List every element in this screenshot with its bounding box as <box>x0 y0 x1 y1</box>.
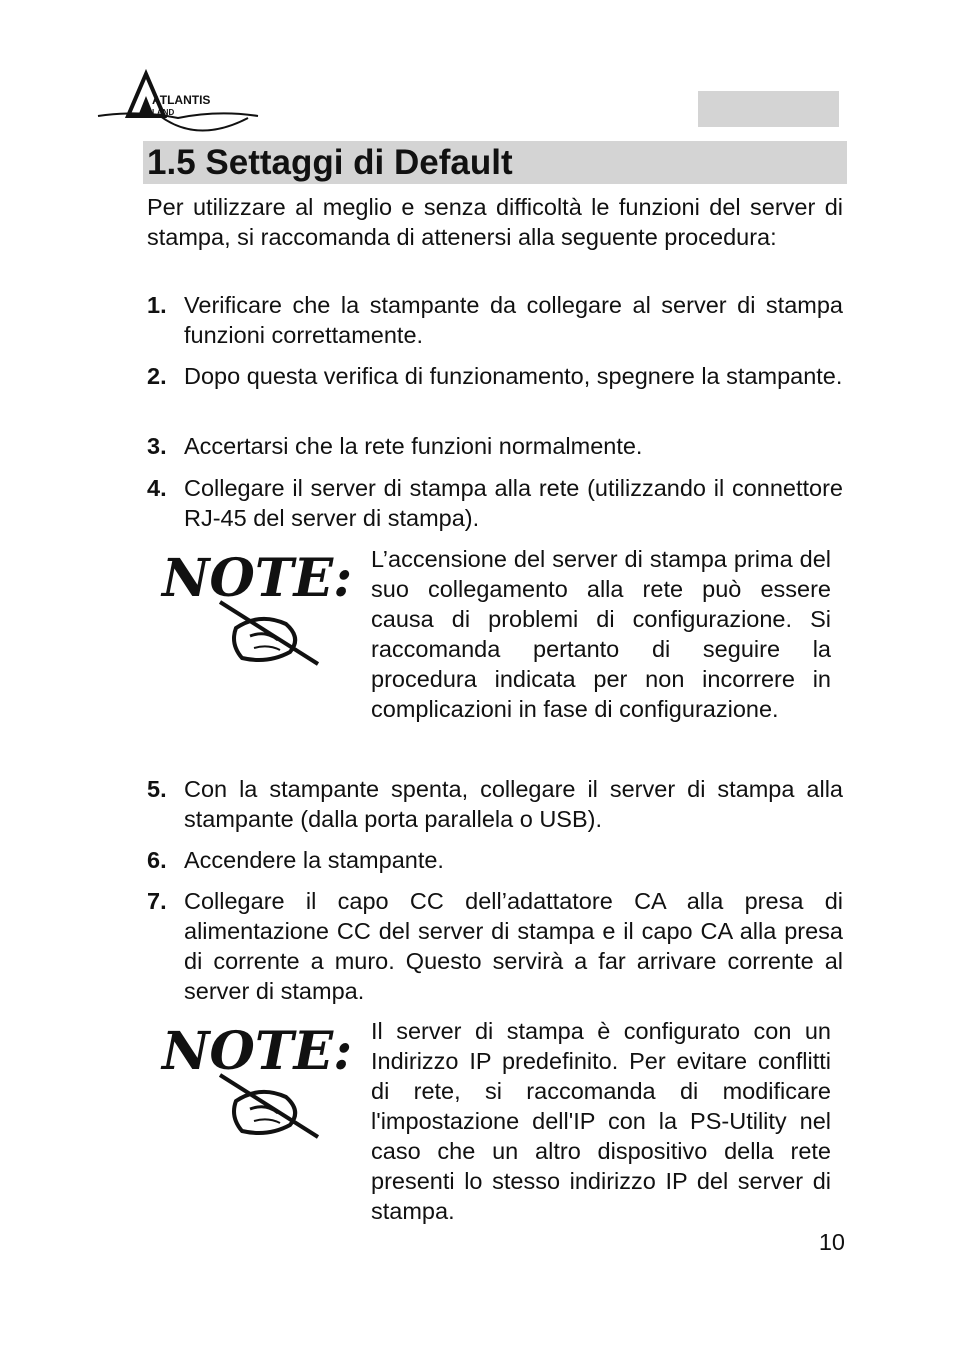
step-text: Verificare che la stampante da collegare al server di stampa funzioni correttamente. <box>184 292 843 348</box>
list-item <box>147 886 843 1006</box>
atlantis-land-logo <box>98 66 258 146</box>
step-text: Collegare il server di stampa alla rete (utilizzando il connettore RJ-45 del server di stampa). <box>184 475 843 531</box>
list-item <box>147 473 843 533</box>
section-title-bar <box>143 141 847 184</box>
step-text: Con la stampante spenta, collegare il server di stampa alla stampante (dalla porta parallela o USB). <box>184 776 843 832</box>
svg-text:NOTE:: NOTE: <box>162 1021 353 1082</box>
step-text: Accendere la stampante. <box>184 847 444 873</box>
step-number: 7. <box>147 888 167 914</box>
list-item <box>147 774 843 834</box>
note-text: Il server di stampa è configurato con un Indirizzo IP predefinito. Per evitare conflitti di rete, si raccomanda di modificare l'impostazione dell'IP con la PS-Utility nel caso che un altro dispositivo della rete presenti lo stesso indirizzo IP del server di stampa. <box>371 1018 831 1224</box>
step-number: 4. <box>147 475 167 501</box>
svg-text:NOTE:: NOTE: <box>162 548 353 609</box>
note-hand-icon <box>160 1013 353 1143</box>
note-hand-icon <box>160 540 353 670</box>
step-number: 6. <box>147 847 167 873</box>
note-text: L’accensione del server di stampa prima del suo collegamento alla rete può essere causa di problemi di configurazione. Si raccomanda pertanto di seguire la procedura indicata per non incorrere in complicazioni in fase di configurazione. <box>371 546 831 722</box>
svg-text:LAND: LAND <box>152 108 175 117</box>
intro-paragraph: Per utilizzare al meglio e senza difficoltà le funzioni del server di stampa, si raccomanda di attenersi alla seguente procedura: <box>147 194 843 250</box>
step-number: 3. <box>147 433 167 459</box>
svg-text:ATLANTIS: ATLANTIS <box>152 93 211 107</box>
list-item <box>147 431 843 461</box>
step-text: Accertarsi che la rete funzioni normalmente. <box>184 433 643 459</box>
list-item <box>147 845 843 875</box>
header-tab-block <box>698 91 839 127</box>
step-number: 5. <box>147 776 167 802</box>
step-number: 2. <box>147 363 167 389</box>
page-number: 10 <box>818 1229 845 1255</box>
step-text: Collegare il capo CC dell’adattatore CA alla presa di alimentazione CC del server di stampa e il capo CA alla presa di corrente a muro. Questo servirà a far arrivare corrente al server di stampa. <box>184 888 843 1004</box>
section-title: 1.5 Settaggi di Default <box>147 143 513 182</box>
list-item <box>147 361 843 391</box>
step-number: 1. <box>147 292 167 318</box>
step-text: Dopo questa verifica di funzionamento, spegnere la stampante. <box>184 363 843 389</box>
list-item <box>147 290 843 350</box>
